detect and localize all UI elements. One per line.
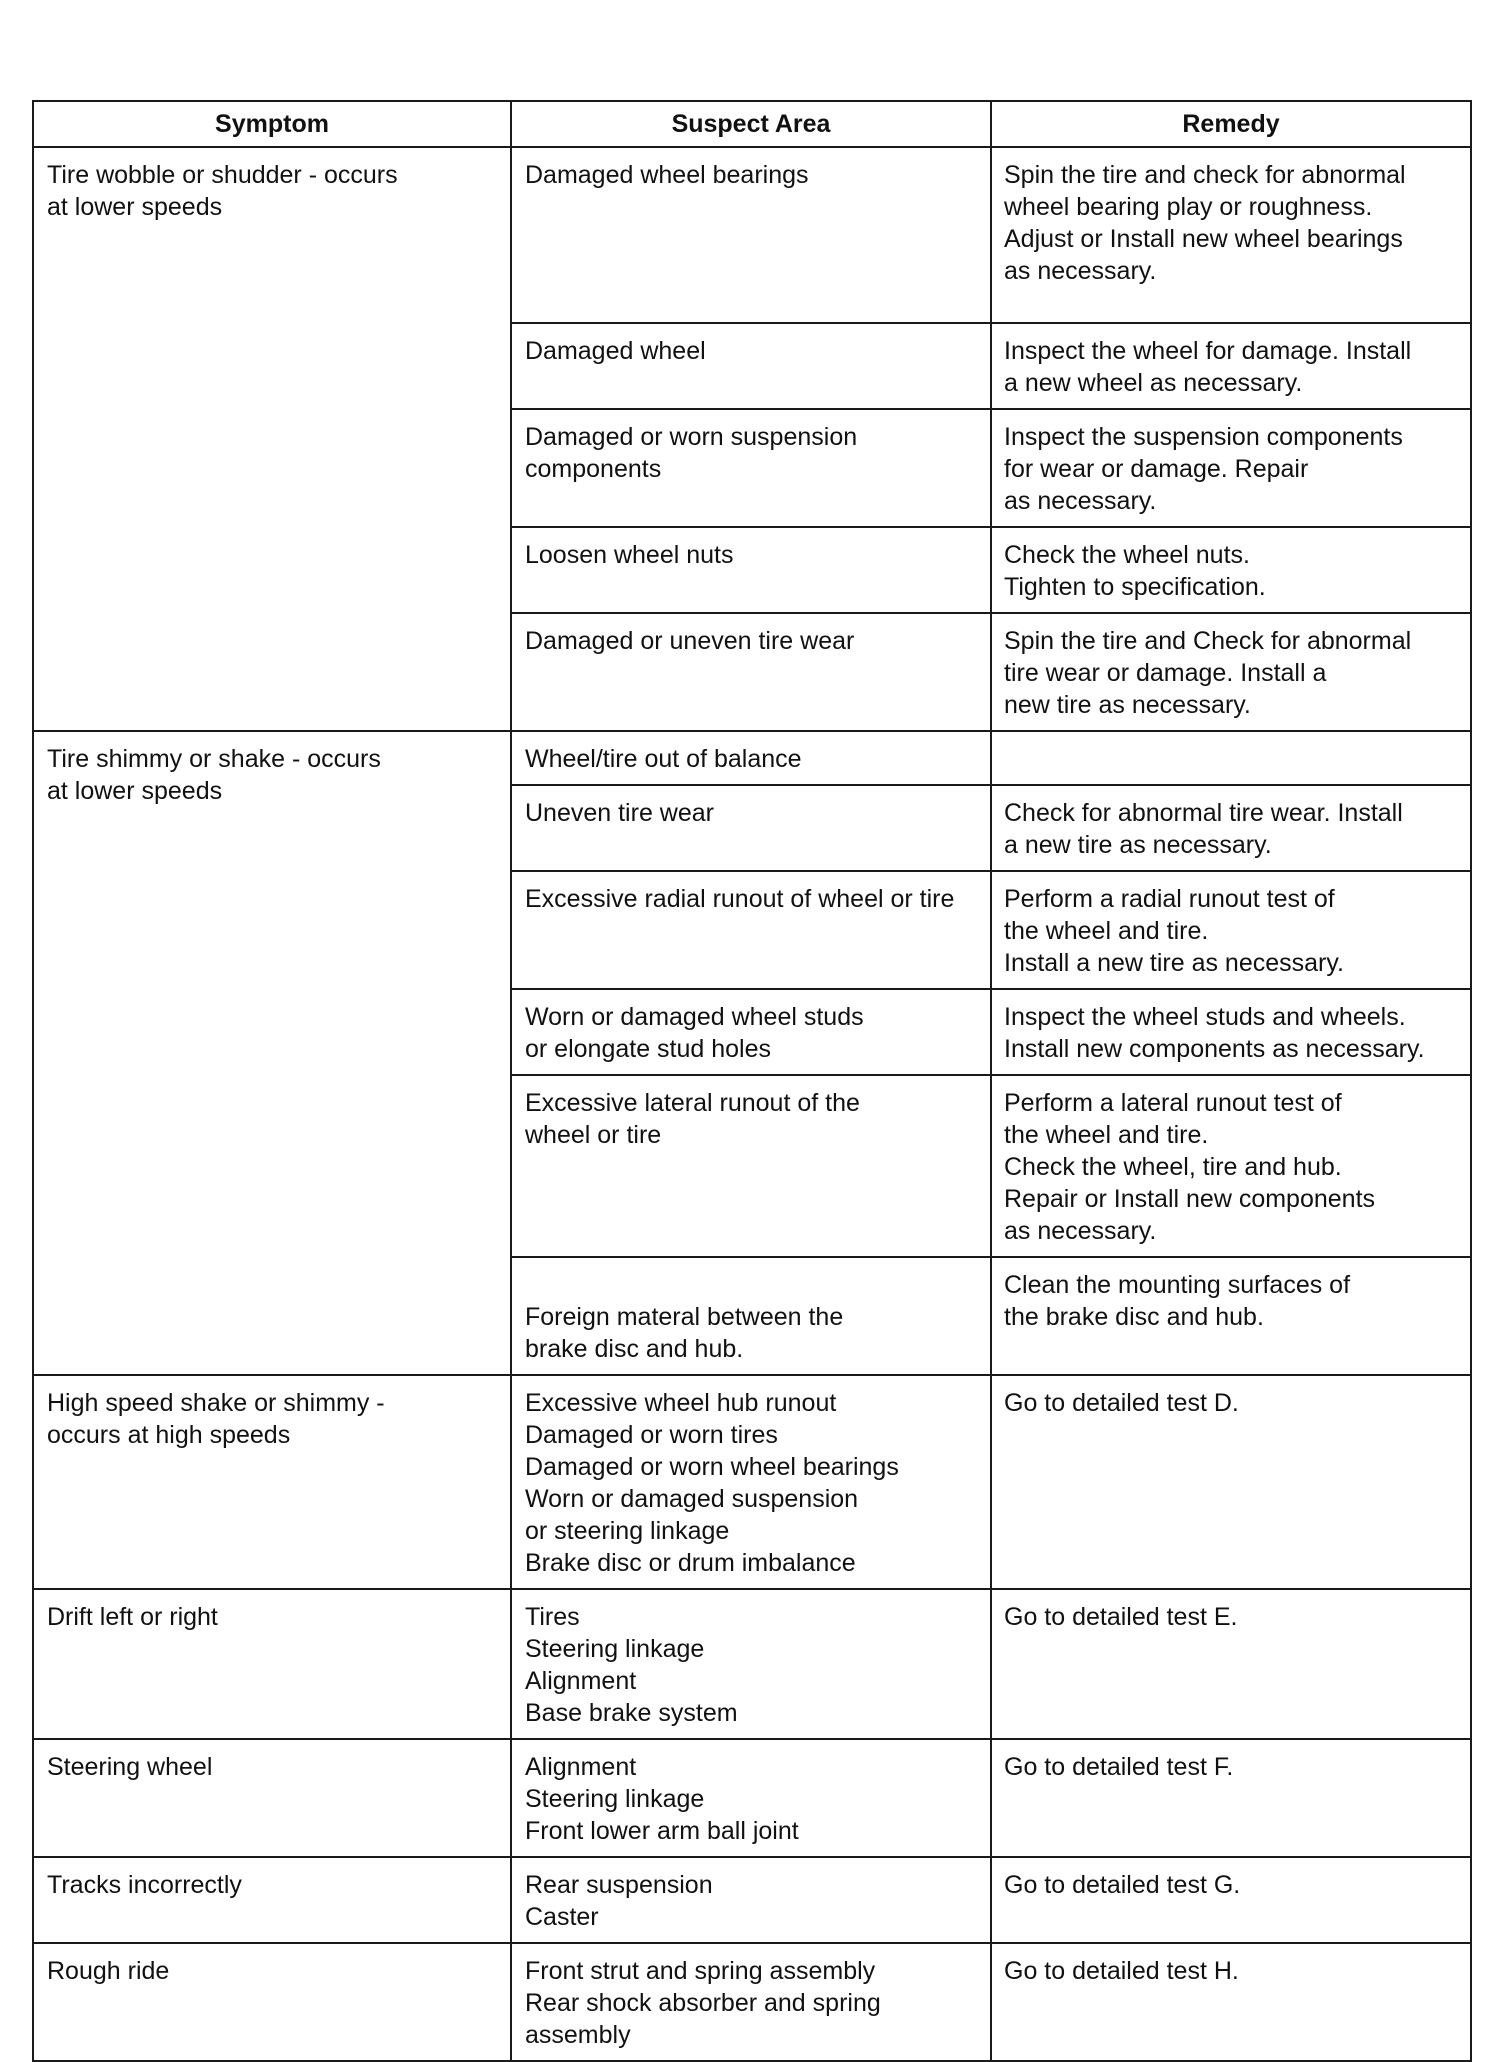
table-row [33, 1739, 1471, 1857]
suspect-area-cell: Excessive wheel hub runout Damaged or worn tires Damaged or worn wheel bearings Worn or damaged suspension or steering linkage Brake disc or drum imbalance [511, 1375, 991, 1589]
remedy-cell: Go to detailed test F. [991, 1739, 1471, 1857]
remedy-cell: Perform a lateral runout test of the wheel and tire. Check the wheel, tire and hub. Repair or Install new components as necessary. [991, 1075, 1471, 1257]
remedy-cell [991, 731, 1471, 785]
suspect-area-cell: Wheel/tire out of balance [511, 731, 991, 785]
suspect-area-cell: Foreign materal between the brake disc and hub. [511, 1257, 991, 1375]
remedy-cell: Inspect the wheel for damage. Install a new wheel as necessary. [991, 323, 1471, 409]
suspect-area-cell: Loosen wheel nuts [511, 527, 991, 613]
symptom-header: Symptom [33, 101, 511, 147]
symptom-cell: Drift left or right [33, 1589, 511, 1739]
remedy-cell: Clean the mounting surfaces of the brake disc and hub. [991, 1257, 1471, 1375]
remedy-header: Remedy [991, 101, 1471, 147]
symptom-cell: Steering wheel [33, 1739, 511, 1857]
suspect-area-cell: Worn or damaged wheel studs or elongate stud holes [511, 989, 991, 1075]
suspect-area-cell: Excessive radial runout of wheel or tire [511, 871, 991, 989]
remedy-cell: Check for abnormal tire wear. Install a new tire as necessary. [991, 785, 1471, 871]
suspect-area-cell: Damaged wheel bearings [511, 147, 991, 323]
symptom-cell: Tire wobble or shudder - occurs at lower speeds [33, 147, 511, 731]
symptom-cell: Tracks incorrectly [33, 1857, 511, 1943]
suspect-area-cell: Front strut and spring assembly Rear shock absorber and spring assembly [511, 1943, 991, 2061]
remedy-cell: Inspect the wheel studs and wheels. Install new components as necessary. [991, 989, 1471, 1075]
table-row [33, 731, 1471, 785]
table-row [33, 1589, 1471, 1739]
suspect-area-cell: Damaged or worn suspension components [511, 409, 991, 527]
symptom-cell: High speed shake or shimmy - occurs at high speeds [33, 1375, 511, 1589]
suspect-area-cell: Rear suspension Caster [511, 1857, 991, 1943]
table-row [33, 1943, 1471, 2061]
remedy-cell: Go to detailed test E. [991, 1589, 1471, 1739]
remedy-cell: Go to detailed test H. [991, 1943, 1471, 2061]
suspect-area-cell: Alignment Steering linkage Front lower arm ball joint [511, 1739, 991, 1857]
header-row [33, 101, 1471, 147]
suspect-area-cell: Excessive lateral runout of the wheel or tire [511, 1075, 991, 1257]
table-row [33, 1375, 1471, 1589]
suspect-area-cell: Damaged or uneven tire wear [511, 613, 991, 731]
table-row [33, 147, 1471, 323]
remedy-cell: Perform a radial runout test of the wheel and tire. Install a new tire as necessary. [991, 871, 1471, 989]
remedy-cell: Spin the tire and Check for abnormal tire wear or damage. Install a new tire as necessary. [991, 613, 1471, 731]
remedy-cell: Go to detailed test D. [991, 1375, 1471, 1589]
remedy-cell: Go to detailed test G. [991, 1857, 1471, 1943]
remedy-cell: Inspect the suspension components for wear or damage. Repair as necessary. [991, 409, 1471, 527]
symptom-cell: Rough ride [33, 1943, 511, 2061]
suspect-area-cell: Uneven tire wear [511, 785, 991, 871]
remedy-cell: Check the wheel nuts. Tighten to specification. [991, 527, 1471, 613]
table-body [33, 147, 1471, 2061]
diagnosis-table [32, 100, 1472, 2062]
remedy-cell: Spin the tire and check for abnormal wheel bearing play or roughness. Adjust or Install new wheel bearings as necessary. [991, 147, 1471, 323]
table-row [33, 1857, 1471, 1943]
suspect-area-cell: Damaged wheel [511, 323, 991, 409]
suspect-area-header: Suspect Area [511, 101, 991, 147]
symptom-cell: Tire shimmy or shake - occurs at lower speeds [33, 731, 511, 1375]
suspect-area-cell: Tires Steering linkage Alignment Base brake system [511, 1589, 991, 1739]
